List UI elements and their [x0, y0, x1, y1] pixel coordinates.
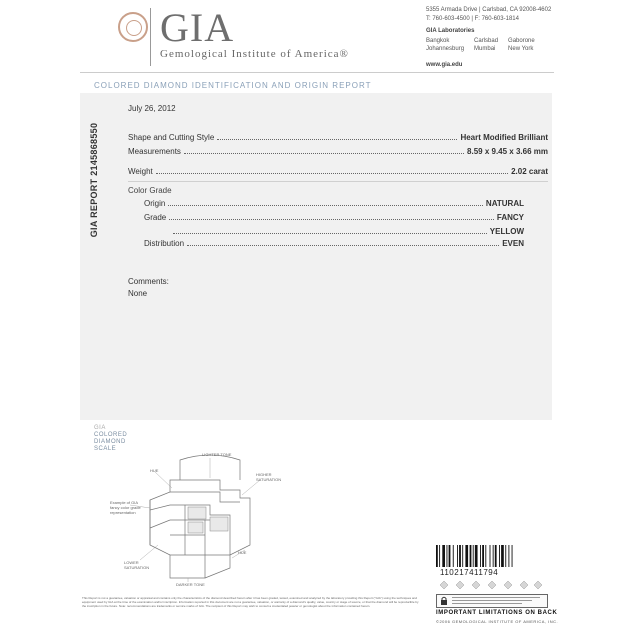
important-limitations: IMPORTANT LIMITATIONS ON BACK [436, 610, 558, 616]
address-line: 5355 Armada Drive | Carlsbad, CA 92008-4602 [426, 7, 552, 13]
copyright: ©2006 GEMOLOGICAL INSTITUTE OF AMERICA, INC. [436, 619, 559, 624]
org-name: Gemological Institute of America® [160, 48, 349, 60]
barcode-bar [493, 545, 494, 567]
barcode-bar [473, 545, 474, 567]
section-rule [128, 181, 548, 182]
lab-city: New York [508, 46, 534, 52]
barcode-bar [462, 545, 463, 567]
gia-logo: GIA [160, 5, 235, 50]
field-label: Shape and Cutting Style [128, 133, 215, 142]
dot-leader [169, 219, 494, 220]
field-label: Grade [144, 213, 167, 222]
barcode-bar [447, 545, 448, 567]
barcode-bar [453, 545, 454, 567]
lab-city: Gaborone [508, 38, 535, 44]
dot-leader [168, 205, 483, 206]
lab-city: Mumbai [474, 46, 496, 52]
barcode-bar [508, 545, 509, 567]
color-scale-diagram [110, 450, 340, 590]
lab-city: Johannesburg [426, 46, 465, 52]
field-label: Measurements [128, 147, 181, 156]
security-text-lines [452, 597, 542, 606]
website-link[interactable]: www.gia.edu [426, 62, 463, 68]
hologram-diamonds-icon [436, 580, 542, 590]
field-value: 2.02 carat [511, 167, 548, 176]
barcode-bar [442, 545, 445, 567]
header-rule [80, 72, 554, 73]
scale-title-line: DIAMOND [94, 439, 126, 445]
barcode-bar [501, 545, 504, 567]
barcode-bar [439, 545, 440, 567]
color-row-grade [144, 213, 524, 222]
lower-saturation-label: LOWER SATURATION [124, 560, 150, 570]
higher-saturation-label: HIGHER SATURATION [256, 472, 282, 482]
color-grade-title: Color Grade [128, 186, 172, 195]
lock-icon [440, 596, 448, 605]
scale-title-line: COLORED [94, 432, 128, 438]
field-row-weight [128, 167, 548, 176]
field-value: 8.59 x 9.45 x 3.66 mm [467, 147, 548, 156]
dot-leader [187, 245, 499, 246]
lighter-tone-label: LIGHTER TONE [202, 452, 232, 457]
barcode-bar [436, 545, 438, 567]
dot-leader [156, 173, 508, 174]
fine-print: This Report is not a guarantee, valuation or appraisal and contains only the characteristics of the diamond described herein after it has been graded, tested, examined and analyzed by the laboratory providing this Report ("GIA") using the techniques and equipment used by GIA at the time of the examination and/or inscription. Information reported in this document are not a guarantee, valuation, or warranty of a diamond's quality, value, country or stage of source, or that the diamond will be reproducible by the inscription in the future. Note: recommendations are trademarks or service marks of GIA. The recipient of this Report may wish to consult a credentialed jeweler or gemologist about the information contained herein. [82, 596, 419, 608]
darker-tone-label: DARKER TONE [176, 582, 205, 587]
barcode-bar [470, 545, 472, 567]
barcode-bar [505, 545, 506, 567]
color-row-origin [144, 199, 524, 208]
hue-label: HUE [150, 468, 159, 473]
dot-leader [173, 233, 487, 234]
report-panel [80, 93, 552, 420]
example-note: Example of GIA fancy color grade representation [110, 500, 141, 515]
field-value: Heart Modified Brilliant [460, 133, 548, 142]
barcode-bar [512, 545, 513, 567]
color-row-hue [170, 227, 524, 236]
barcode-bar [490, 545, 491, 567]
field-row-shape [128, 133, 548, 142]
field-row-measurements [128, 147, 548, 156]
color-scale-title [94, 425, 127, 453]
field-label: Weight [128, 167, 153, 176]
barcode-bar [449, 545, 451, 567]
labs-list [426, 37, 545, 53]
dot-leader [217, 139, 457, 140]
barcode-bar [475, 545, 478, 567]
field-value: FANCY [496, 213, 524, 222]
dot-leader [184, 153, 464, 154]
barcode-bar [457, 545, 458, 567]
comments-value: None [128, 289, 148, 298]
lab-city: Carlsbad [474, 38, 499, 44]
report-number-label [88, 110, 100, 250]
field-value: NATURAL [485, 199, 524, 208]
lab-city: Bangkok [426, 38, 450, 44]
hue-label-lower: HUE [238, 550, 247, 555]
scale-prefix: GIA [94, 425, 106, 431]
barcode-bar [499, 545, 500, 567]
barcode-number: 110217411794 [440, 568, 499, 577]
report-title: COLORED DIAMOND IDENTIFICATION AND ORIGIN REPORT [94, 81, 372, 90]
field-label: Distribution [144, 239, 185, 248]
color-row-distribution [144, 239, 524, 248]
barcode-icon [436, 545, 540, 567]
labs-title: GIA Laboratories [426, 28, 475, 34]
address-block [426, 6, 551, 24]
barcode-bar [459, 545, 461, 567]
barcode-bar [465, 545, 468, 567]
gia-seal-icon [118, 12, 148, 42]
barcode-bar [495, 545, 497, 567]
barcode-bar [485, 545, 486, 567]
scale-title-line: SCALE [94, 446, 117, 452]
report-number-text: GIA REPORT 2145868550 [89, 122, 99, 238]
comments-label: Comments: [128, 277, 169, 286]
barcode-bar [480, 545, 481, 567]
comments-block [128, 276, 169, 300]
field-value: YELLOW [489, 227, 524, 236]
field-label: Origin [144, 199, 166, 208]
report-date: July 26, 2012 [128, 104, 176, 113]
header-divider [150, 8, 151, 66]
barcode-bar [482, 545, 484, 567]
phone-line: T: 760-603-4500 | F: 760-603-1814 [426, 16, 519, 22]
field-value: EVEN [502, 239, 524, 248]
